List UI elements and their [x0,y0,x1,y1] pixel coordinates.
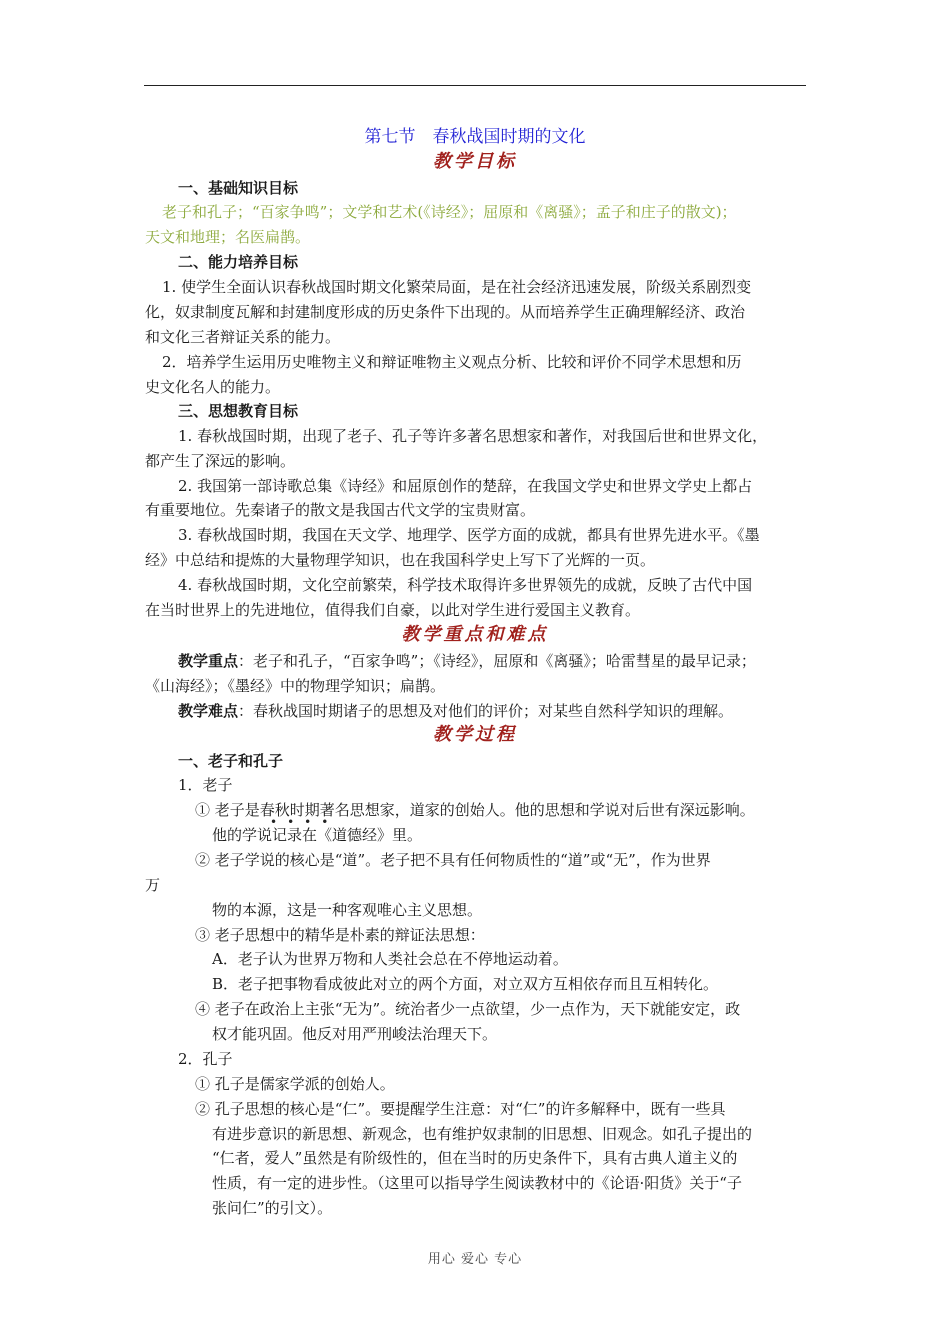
education-text-line: 有重要地位。先秦诸子的散文是我国古代文学的宝贵财富。 [145,501,536,519]
education-text-line: 2. 我国第一部诗歌总集《诗经》和屈原创作的楚辞，在我国文学史和世界文学史上都占 [178,477,753,495]
section-heading-process: 教学过程 [433,724,517,745]
basic-text-line: 老子和孔子；“百家争鸣”；文学和艺术(《诗经》；屈原和《离骚》；孟子和庄子的散文)； [162,203,737,221]
emphasis-dots: •••• [270,815,339,829]
laozi-item: ④ 老子在政治上主张“无为”。统治者少一点欲望，少一点作为，天下就能安定，政 [195,1000,741,1018]
kongzi-item: 有进步意识的新思想、新观念，也有维护奴隶制的旧思想、旧观念。如孔子提出的 [212,1125,753,1143]
ability-text-line: 1. 使学生全面认识春秋战国时期文化繁荣局面，是在社会经济迅速发展，阶级关系剧烈变 [162,278,752,296]
subheading-basic: 一、基础知识目标 [178,179,299,197]
laozi-item: 万 [145,876,161,894]
laozi-item: 他的学说记录在《道德经》里。 [212,826,423,844]
kongzi-item: “仁者，爱人”虽然是有阶级性的，但在当时的历史条件下，具有古典人道主义的 [212,1149,738,1167]
basic-text-line: 天文和地理；名医扁鹊。 [145,228,311,246]
laozi-item: 物的本源，这是一种客观唯心主义思想。 [212,901,483,919]
section-heading-key-points: 教学重点和难点 [401,624,549,645]
laozi-subitem: A．老子认为世界万物和人类社会总在不停地运动着。 [212,950,568,968]
laozi-subitem: B．老子把事物看成彼此对立的两个方面，对立双方互相依存而且互相转化。 [212,975,719,993]
ability-text-line: 史文化名人的能力。 [145,378,281,396]
process-subheading: 一、老子和孔子 [178,752,284,770]
section-heading-goals: 教学目标 [433,151,517,172]
header-rule [144,85,806,86]
ability-text-line: 2．培养学生运用历史唯物主义和辩证唯物主义观点分析、比较和评价不同学术思想和历 [162,353,742,371]
ability-text-line: 和文化三者辩证关系的能力。 [145,328,341,346]
ability-text-line: 化，奴隶制度瓦解和封建制度形成的历史条件下出现的。从而培养学生正确理解经济、政治 [145,303,746,321]
subheading-ability: 二、能力培养目标 [178,253,299,271]
education-text-line: 1. 春秋战国时期，出现了老子、孔子等许多著名思想家和著作，对我国后世和世界文化， [178,427,768,445]
focus-label: 教学重点 [178,652,239,670]
education-text-line: 在当时世界上的先进地位，值得我们自豪，以此对学生进行爱国主义教育。 [145,601,641,619]
laozi-item: ② 老子学说的核心是“道”。老子把不具有任何物质性的“道”或“无”，作为世界 [195,851,711,869]
education-text-line: 都产生了深远的影响。 [145,452,296,470]
kongzi-item: ② 孔子思想的核心是“仁”。要提醒学生注意：对“仁”的许多解释中，既有一些具 [195,1100,726,1118]
kongzi-title: 2．孔子 [178,1050,233,1068]
laozi-item: ① 老子是春秋时期著名思想家，道家的创始人。他的思想和学说对后世有深远影响。 [195,801,755,819]
kongzi-item: ① 孔子是儒家学派的创始人。 [195,1075,395,1093]
laozi-item: ③ 老子思想中的精华是朴素的辩证法思想： [195,926,485,944]
education-text-line: 4. 春秋战国时期，文化空前繁荣，科学技术取得许多世界领先的成就，反映了古代中国 [178,576,753,594]
difficulty-text: ：春秋战国时期诸子的思想及对他们的评价；对某些自然科学知识的理解。 [238,702,734,720]
subheading-education: 三、思想教育目标 [178,402,299,420]
kongzi-item: 张问仁”的引文）。 [212,1199,333,1217]
page-footer: 用心 爱心 专心 [427,1252,523,1267]
focus-line-2: 《山海经》；《墨经》中的物理学知识；扁鹊。 [145,677,446,695]
difficulty-line [178,701,733,721]
education-text-line: 经》中总结和提炼的大量物理学知识，也在我国科学史上写下了光辉的一页。 [145,551,656,569]
focus-line [178,651,756,671]
laozi-item: 权才能巩固。他反对用严刑峻法治理天下。 [212,1025,498,1043]
focus-text: ：老子和孔子，“百家争鸣”；《诗经》，屈原和《离骚》；哈雷彗星的最早记录； [238,652,756,670]
page-title: 第七节 春秋战国时期的文化 [364,127,586,147]
education-text-line: 3. 春秋战国时期，我国在天文学、地理学、医学方面的成就，都具有世界先进水平。《墨 [178,526,760,544]
laozi-title: 1．老子 [178,776,233,794]
kongzi-item: 性质，有一定的进步性。（这里可以指导学生阅读教材中的《论语·阳货》关于“子 [212,1174,742,1192]
difficulty-label: 教学难点 [178,702,239,720]
